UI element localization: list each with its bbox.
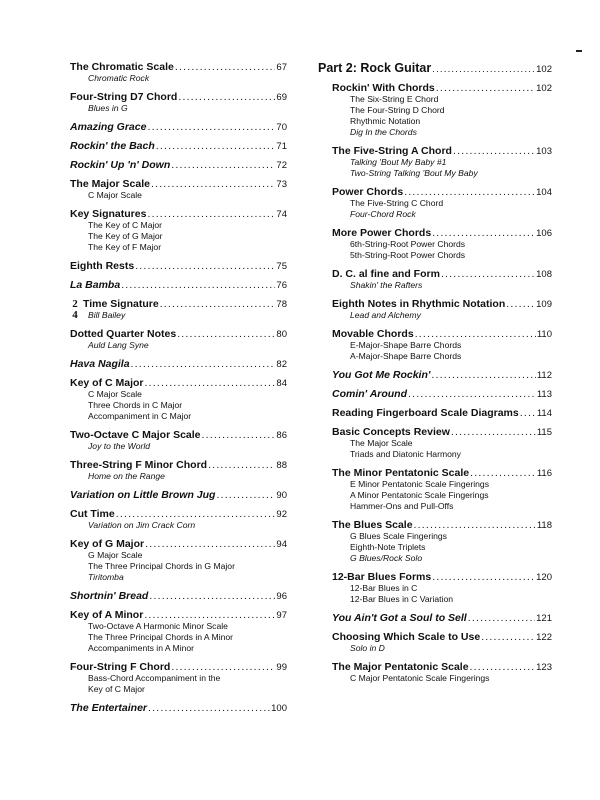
toc-subentry[interactable]: Hammer-Ons and Pull-Offs (350, 501, 454, 511)
toc-entry-title: Shortnin' Bread (70, 590, 149, 602)
toc-subentry[interactable]: E-Major-Shape Barre Chords (350, 340, 462, 350)
toc-entry-title: Key of C Major (70, 377, 144, 389)
toc-entry-title: D. C. al fine and Form (332, 268, 440, 280)
toc-page-number: 97 (276, 610, 287, 621)
toc-entry (332, 228, 552, 261)
toc-page-number: 75 (276, 261, 287, 272)
toc-entry-title: Three-String F Minor Chord (70, 459, 208, 471)
toc-page-number: 74 (276, 209, 287, 220)
toc-page-number: 122 (536, 632, 552, 643)
dot-leader (408, 389, 536, 400)
toc-subentry[interactable]: Four-Chord Rock (350, 209, 416, 219)
dot-leader (177, 329, 275, 340)
time-signature-numerator: 2 (72, 298, 78, 310)
toc-entry-title-row[interactable] (70, 299, 287, 310)
toc-entry-title: Key of A Minor (70, 609, 144, 621)
toc-page-number: 121 (536, 613, 552, 624)
toc-entry (332, 389, 552, 400)
toc-subentry[interactable]: C Major Pentatonic Scale Fingerings (350, 673, 490, 683)
toc-page-number: 67 (276, 62, 287, 73)
toc-subentry[interactable]: 12-Bar Blues in C (350, 583, 418, 593)
toc-subentry[interactable]: Talking 'Bout My Baby #1 (350, 157, 447, 167)
toc-entry (70, 430, 287, 452)
toc-page-number: 73 (276, 179, 287, 190)
toc-entry-title-row[interactable] (332, 632, 552, 643)
toc-subentry[interactable]: Two-Octave A Harmonic Minor Scale (88, 621, 228, 631)
toc-entry-title: Rockin' the Bach (70, 140, 155, 152)
dot-leader (135, 261, 275, 272)
toc-entry-title-row[interactable] (70, 141, 287, 152)
dot-leader (175, 62, 276, 73)
toc-subentry[interactable]: Three Chords in C Major (88, 400, 183, 410)
dot-leader (404, 187, 535, 198)
toc-entry (70, 299, 287, 321)
toc-subentry[interactable]: Rhythmic Notation (350, 116, 421, 126)
toc-entry-title: Four-String F Chord (70, 661, 171, 673)
dot-leader (151, 179, 275, 190)
time-signature-denominator: 4 (72, 309, 78, 321)
dot-leader (131, 359, 276, 370)
toc-entry-title: You Got Me Rockin' (332, 369, 431, 381)
toc-entry-title-row[interactable] (332, 427, 552, 438)
dot-leader (145, 539, 275, 550)
toc-entry (70, 662, 287, 695)
toc-subentry[interactable]: The Key of C Major (88, 220, 163, 230)
toc-entry-title-row[interactable] (70, 591, 287, 602)
toc-page-number: 102 (536, 83, 552, 94)
toc-subentry[interactable]: The Key of F Major (88, 242, 162, 252)
toc-subentry[interactable]: Dig In the Chords (350, 127, 417, 137)
toc-entry (70, 610, 287, 654)
toc-subentry[interactable]: The Six-String E Chord (350, 94, 439, 104)
toc-entry (70, 539, 287, 583)
toc-entry-title-row[interactable] (332, 299, 552, 310)
toc-entry (70, 460, 287, 482)
toc-entry-title-row[interactable] (70, 359, 287, 370)
part-heading[interactable] (318, 62, 552, 75)
toc-subentry[interactable]: E Minor Pentatonic Scale Fingerings (350, 479, 490, 489)
dot-leader (453, 146, 535, 157)
toc-entry (70, 209, 287, 253)
toc-entry-title-row[interactable] (70, 280, 287, 291)
dot-leader (171, 662, 275, 673)
toc-entry-title-row[interactable] (332, 468, 552, 479)
dot-leader (208, 460, 275, 471)
dot-leader (414, 520, 536, 531)
dot-leader (156, 141, 276, 152)
toc-subentry[interactable]: Bill Bailey (88, 310, 126, 320)
toc-entry-title: The Major Scale (70, 178, 150, 190)
dot-leader (441, 269, 535, 280)
toc-entry-title-row[interactable] (70, 539, 287, 550)
toc-entry-title: Amazing Grace (70, 121, 147, 133)
toc-subentry[interactable]: The Three Principal Chords in A Minor (88, 632, 234, 642)
toc-entry-title-row[interactable] (332, 662, 552, 673)
toc-subentry[interactable]: Triads and Diatonic Harmony (350, 449, 461, 459)
toc-entry-title-row[interactable] (70, 329, 287, 340)
toc-page-number: 120 (536, 572, 552, 583)
toc-subentry[interactable]: The Five-String C Chord (350, 198, 444, 208)
toc-subentry[interactable]: A-Major-Shape Barre Chords (350, 351, 462, 361)
part-page-number: 102 (536, 64, 552, 75)
toc-entry-title: 12-Bar Blues Forms (332, 571, 432, 583)
dot-leader (432, 63, 535, 76)
toc-subentry[interactable]: A Minor Pentatonic Scale Fingerings (350, 490, 489, 500)
toc-page-number: 76 (276, 280, 287, 291)
toc-left-column (70, 62, 287, 722)
toc-entry (70, 160, 287, 171)
toc-subentry[interactable]: The Three Principal Chords in G Major (88, 561, 235, 571)
toc-entry-title-row[interactable] (332, 370, 552, 381)
toc-entry-title: The Chromatic Scale (70, 61, 174, 73)
toc-entry-title-row[interactable] (70, 430, 287, 441)
toc-page-number: 118 (536, 520, 552, 531)
dot-leader (432, 572, 535, 583)
toc-entry (332, 520, 552, 564)
toc-entry-title: Variation on Little Brown Jug (70, 489, 216, 501)
toc-entry-title-row[interactable] (332, 408, 552, 419)
toc-entry (332, 427, 552, 460)
toc-subentry[interactable]: G Blues/Rock Solo (350, 553, 423, 563)
toc-entry-title: The Entertainer (70, 702, 148, 714)
toc-entry-title-row[interactable] (332, 187, 552, 198)
dot-leader (432, 228, 535, 239)
dot-leader (470, 662, 536, 673)
toc-entry-title-row[interactable] (70, 703, 287, 714)
toc-entry (332, 269, 552, 291)
toc-entry-title: Two-Octave C Major Scale (70, 429, 201, 441)
dot-leader (451, 427, 536, 438)
dot-leader (506, 299, 535, 310)
toc-entry-title-row[interactable] (70, 179, 287, 190)
toc-entry-title-row[interactable] (70, 460, 287, 471)
toc-entry-title: The Five-String A Chord (332, 145, 452, 157)
toc-entry-title-row[interactable] (70, 261, 287, 272)
toc-page-number: 123 (536, 662, 552, 673)
toc-entry (332, 468, 552, 512)
toc-subentry[interactable]: Auld Lang Syne (88, 340, 149, 350)
toc-page-number: 80 (276, 329, 287, 340)
toc-entry (70, 92, 287, 114)
toc-page-number: 94 (276, 539, 287, 550)
toc-subentry[interactable]: Joy to the World (88, 441, 151, 451)
toc-page-number: 92 (276, 509, 287, 520)
toc-entry-title: Cut Time (70, 508, 115, 520)
toc-page-number: 112 (536, 370, 552, 381)
toc-entry-title: The Major Pentatonic Scale (332, 661, 469, 673)
toc-entry-title: Key of G Major (70, 538, 145, 550)
toc-entry (70, 591, 287, 602)
dot-leader (520, 408, 536, 419)
toc-page-number: 71 (276, 141, 287, 152)
toc-subentry[interactable]: C Major Scale (88, 389, 142, 399)
toc-entry-title: The Minor Pentatonic Scale (332, 467, 470, 479)
dot-leader (144, 610, 275, 621)
toc-entry (332, 187, 552, 220)
toc-subentry[interactable]: Solo in D (350, 643, 385, 653)
toc-subentry[interactable]: G Blues Scale Fingerings (350, 531, 447, 541)
toc-entry-title-row[interactable] (70, 490, 287, 501)
toc-entry (70, 141, 287, 152)
dot-leader (116, 509, 276, 520)
toc-entry-title: Reading Fingerboard Scale Diagrams (332, 407, 519, 419)
toc-entry-title: La Bamba (70, 279, 121, 291)
toc-entry-title-row[interactable] (332, 228, 552, 239)
toc-subentry[interactable]: Bass-Chord Accompaniment in the (88, 673, 221, 683)
toc-subentry[interactable]: The Major Scale (350, 438, 413, 448)
toc-entry-title: Dotted Quarter Notes (70, 328, 177, 340)
toc-page-number: 110 (536, 329, 552, 340)
dot-leader (121, 280, 275, 291)
toc-page-number: 70 (276, 122, 287, 133)
toc-entry (332, 299, 552, 321)
toc-entry (70, 703, 287, 714)
toc-page-number: 99 (276, 662, 287, 673)
toc-entry-title: Rockin' With Chords (332, 82, 435, 94)
dot-leader (160, 299, 276, 310)
toc-entry-title-row[interactable] (70, 610, 287, 621)
toc-entry (332, 632, 552, 654)
toc-subentry[interactable]: Home on the Range (88, 471, 165, 481)
toc-page-number: 103 (536, 146, 552, 157)
toc-entry-title-row[interactable] (70, 209, 287, 220)
toc-page-number: 116 (536, 468, 552, 479)
dot-leader (470, 468, 536, 479)
toc-page-number: 108 (536, 269, 552, 280)
toc-entry (332, 613, 552, 624)
toc-entry-title: Time Signature (83, 298, 159, 310)
toc-entry-title: Rockin' Up 'n' Down (70, 159, 171, 171)
toc-page-number: 113 (536, 389, 552, 400)
toc-entry-title-row[interactable] (70, 62, 287, 73)
toc-entry (70, 509, 287, 531)
dot-leader (431, 370, 535, 381)
toc-entry-title-row[interactable] (70, 509, 287, 520)
toc-entry-title-row[interactable] (70, 378, 287, 389)
toc-entry (70, 378, 287, 422)
dot-leader (148, 703, 270, 714)
toc-entry (70, 280, 287, 291)
toc-page-number: 88 (276, 460, 287, 471)
toc-subentry[interactable]: 5th-String-Root Power Chords (350, 250, 466, 260)
page-corner-mark (576, 50, 582, 52)
toc-subentry[interactable]: 6th-String-Root Power Chords (350, 239, 466, 249)
toc-entry-title-row[interactable] (332, 613, 552, 624)
dot-leader (415, 329, 536, 340)
toc-entry-title: Four-String D7 Chord (70, 91, 178, 103)
toc-subentry[interactable]: Key of C Major (88, 684, 145, 694)
part-title: Part 2: Rock Guitar (318, 61, 432, 75)
toc-page-number: 82 (276, 359, 287, 370)
toc-subentry[interactable]: Eighth-Note Triplets (350, 542, 426, 552)
toc-entry-title-row[interactable] (332, 329, 552, 340)
toc-entry-title: Key Signatures (70, 208, 147, 220)
toc-entry-title: Eighth Rests (70, 260, 135, 272)
toc-entry-title-row[interactable] (332, 269, 552, 280)
toc-entry-title: The Blues Scale (332, 519, 413, 531)
toc-entry-title: More Power Chords (332, 227, 432, 239)
toc-entry (332, 408, 552, 419)
toc-entry (332, 83, 552, 138)
toc-entry-title: Basic Concepts Review (332, 426, 450, 438)
toc-subentry[interactable]: Variation on Jim Crack Corn (88, 520, 196, 530)
toc-subentry[interactable]: C Major Scale (88, 190, 142, 200)
toc-entry-title: Movable Chords (332, 328, 414, 340)
toc-entry-title-row[interactable] (70, 160, 287, 171)
toc-entry-title-row[interactable] (332, 389, 552, 400)
dot-leader (481, 632, 535, 643)
toc-entry-title-row[interactable] (70, 92, 287, 103)
toc-page-number: 72 (276, 160, 287, 171)
toc-subentry[interactable]: Tiritomba (88, 572, 124, 582)
time-signature-glyph (70, 299, 80, 321)
toc-entry-title: Power Chords (332, 186, 404, 198)
dot-leader (216, 490, 275, 501)
toc-subentry[interactable]: Chromatic Rock (88, 73, 150, 83)
toc-entry-title-row[interactable] (332, 572, 552, 583)
toc-subentry[interactable]: Accompaniments in A Minor (88, 643, 195, 653)
toc-subentry[interactable]: Lead and Alchemy (350, 310, 421, 320)
toc-entry (70, 179, 287, 201)
toc-entry (70, 359, 287, 370)
toc-entry-title: Hava Nagila (70, 358, 130, 370)
dot-leader (468, 613, 535, 624)
toc-entry-title: You Ain't Got a Soul to Sell (332, 612, 467, 624)
dot-leader (147, 209, 275, 220)
toc-subentry[interactable]: The Key of G Major (88, 231, 163, 241)
toc-entry-title-row[interactable] (332, 520, 552, 531)
toc-subentry[interactable]: G Major Scale (88, 550, 143, 560)
toc-entry (70, 490, 287, 501)
dot-leader (149, 591, 275, 602)
toc-page-number: 90 (276, 490, 287, 501)
toc-entry-title: Eighth Notes in Rhythmic Notation (332, 298, 506, 310)
toc-page-number: 69 (276, 92, 287, 103)
toc-subentry[interactable]: Shakin' the Rafters (350, 280, 423, 290)
toc-entry-title-row[interactable] (70, 122, 287, 133)
toc-right-column (318, 62, 552, 692)
toc-entry-title-row[interactable] (332, 146, 552, 157)
toc-entry (332, 329, 552, 362)
dot-leader (145, 378, 276, 389)
toc-entry (70, 62, 287, 84)
toc-entry-title-row[interactable] (70, 662, 287, 673)
toc-entry (70, 329, 287, 351)
toc-entry (332, 572, 552, 605)
toc-entry-title: Comin' Around (332, 388, 408, 400)
toc-page-number: 100 (271, 703, 287, 714)
toc-entry (332, 370, 552, 381)
toc-subentry[interactable]: The Four-String D Chord (350, 105, 445, 115)
dot-leader (178, 92, 275, 103)
toc-page-number: 86 (276, 430, 287, 441)
toc-page-number: 96 (276, 591, 287, 602)
dot-leader (171, 160, 275, 171)
toc-page-number: 109 (536, 299, 552, 310)
toc-entry-title-row[interactable] (332, 83, 552, 94)
toc-entry (332, 662, 552, 684)
toc-page-number: 84 (276, 378, 287, 389)
dot-leader (202, 430, 276, 441)
toc-subentry[interactable]: 12-Bar Blues in C Variation (350, 594, 454, 604)
toc-page-number: 106 (536, 228, 552, 239)
toc-subentry[interactable]: Blues in G (88, 103, 128, 113)
dot-leader (436, 83, 535, 94)
toc-entry (70, 261, 287, 272)
toc-page-number: 115 (536, 427, 552, 438)
toc-page-number: 104 (536, 187, 552, 198)
toc-page-number: 114 (536, 408, 552, 419)
toc-subentry[interactable]: Two-String Talking 'Bout My Baby (350, 168, 478, 178)
dot-leader (147, 122, 275, 133)
toc-page-number: 78 (276, 299, 287, 310)
toc-entry (70, 122, 287, 133)
toc-subentry[interactable]: Accompaniment in C Major (88, 411, 192, 421)
toc-entry-title: Choosing Which Scale to Use (332, 631, 481, 643)
toc-entry (332, 146, 552, 179)
